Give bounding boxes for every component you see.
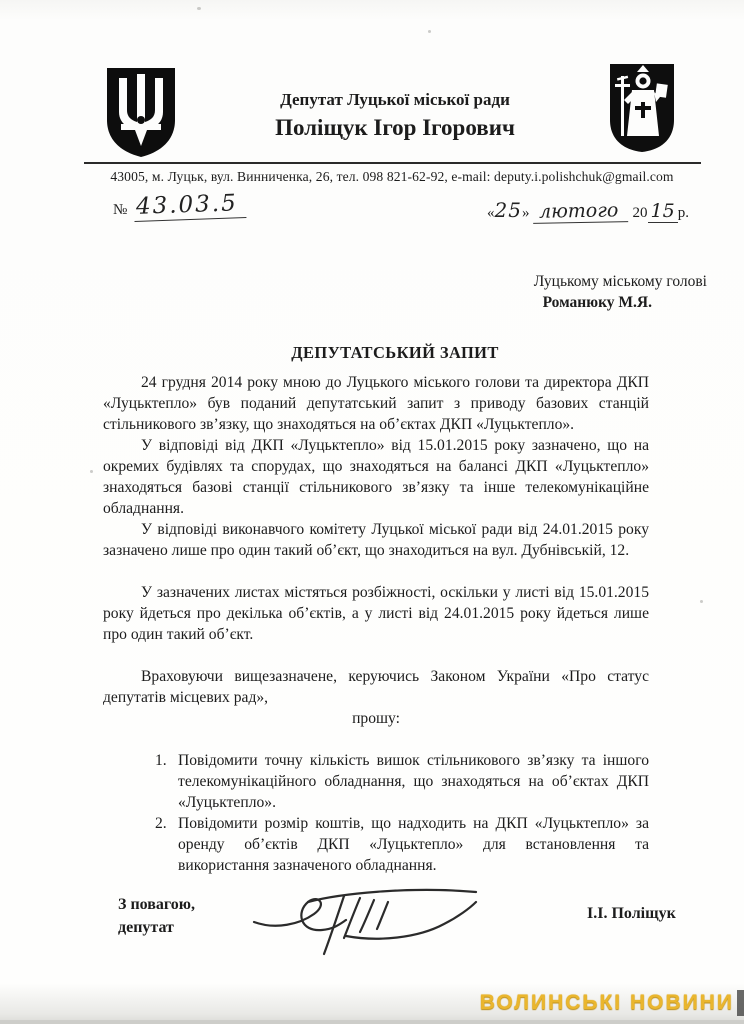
addressee-position: Луцькому міському голові xyxy=(533,273,707,290)
request-list xyxy=(103,750,649,876)
list-item xyxy=(155,813,649,876)
paragraph-1: 24 грудня 2014 року мною до Луцького міського голови та директора ДКП «Луцьктепло» був поданий депутатський запит з приводу базових станцій стільникового зв’язку, що знаходяться на об’єктах ДКП «Луцьктепло». xyxy=(103,374,649,433)
document-body xyxy=(103,372,649,876)
document-title: ДЕПУТАТСЬКИЙ ЗАПИТ xyxy=(291,343,499,362)
request-word: прошу: xyxy=(352,710,400,727)
paragraph-4: У зазначених листах містяться розбіжності, оскільки у листі від 15.01.2015 року йдеться про декілька об’єктів, а у листі від 24.01.2015 року йдеться лише про один такий об’єкт. xyxy=(103,584,649,643)
paragraph-2: У відповіді від ДКП «Луцьктепло» від 15.01.2015 року зазначено, що на окремих будівлях та спорудах, що знаходяться на балансі ДКП «Луцьктепло» знаходяться базові станції стільникового зв’язку та інше телекомунікаційне обладнання. xyxy=(103,437,649,517)
reference-row xyxy=(0,190,744,234)
date-year-prefix: 20 xyxy=(632,205,648,221)
letterhead-organization: Депутат Луцької міської ради xyxy=(280,90,510,109)
closing-role: депутат xyxy=(118,919,174,936)
date-month-handwritten: лютого xyxy=(533,199,629,224)
letterhead-divider xyxy=(84,162,701,164)
date-year-suffix-handwritten: 15 xyxy=(648,200,678,223)
list-item-text: Повідомити точну кількість вишок стільникового зв’язку та іншого телекомунікаційного обладнання, що знаходяться на об’єктах ДКП «Луцьктепло». xyxy=(178,752,649,811)
closing-block xyxy=(118,893,195,939)
scan-bottom-edge xyxy=(0,1020,744,1024)
letterhead-deputy-name: Поліщук Ігор Ігорович xyxy=(275,115,515,140)
ukraine-trident-emblem-icon xyxy=(103,64,179,165)
paragraph-5: Враховуючи вищезазначене, керуючись Законом України «Про статус депутатів місцевих рад», xyxy=(103,668,649,706)
closing-salutation: З повагою, xyxy=(118,896,195,913)
scan-speck xyxy=(90,470,93,473)
signer-name: І.І. Поліщук xyxy=(587,905,676,922)
news-site-watermark: ВОЛИНСЬКІ НОВИНИ xyxy=(479,990,734,1015)
letterhead-contact-line: 43005, м. Луцьк, вул. Винниченка, 26, тел. 098 821-62-92, e-mail: deputy.i.polishchuk@gmail.com xyxy=(110,169,674,184)
reference-number-handwritten: 43.03.5 xyxy=(134,190,247,222)
scan-speck xyxy=(428,30,431,33)
reference-number-prefix: № xyxy=(113,202,128,218)
date-year-abbr: р. xyxy=(677,205,689,221)
date-close-quote: » xyxy=(521,205,530,221)
date-open-quote: « xyxy=(487,205,495,221)
list-item-text: Повідомити розмір коштів, що надходить на ДКП «Луцьктепло» за оренду об’єктів ДКП «Луцьктепло» для встановлення та використання зазначеного обладнання. xyxy=(178,815,649,874)
addressee-block xyxy=(420,271,707,313)
signature-scribble xyxy=(248,880,483,963)
scan-right-edge-mark xyxy=(737,990,744,1016)
list-item-number: 2. xyxy=(155,815,167,832)
date-group xyxy=(487,198,689,223)
scan-speck xyxy=(700,600,703,603)
date-day-handwritten: 25 xyxy=(494,198,522,222)
list-item xyxy=(155,750,649,813)
list-item-number: 1. xyxy=(155,752,167,769)
paragraph-3: У відповіді виконавчого комітету Луцької міської ради від 24.01.2015 року зазначено лише про один такий об’єкт, що знаходиться на вул. Дубнівській, 12. xyxy=(103,521,649,559)
scan-speck xyxy=(197,7,201,10)
lutsk-city-emblem-icon xyxy=(604,60,680,161)
addressee-name: Романюку М.Я. xyxy=(542,294,652,311)
